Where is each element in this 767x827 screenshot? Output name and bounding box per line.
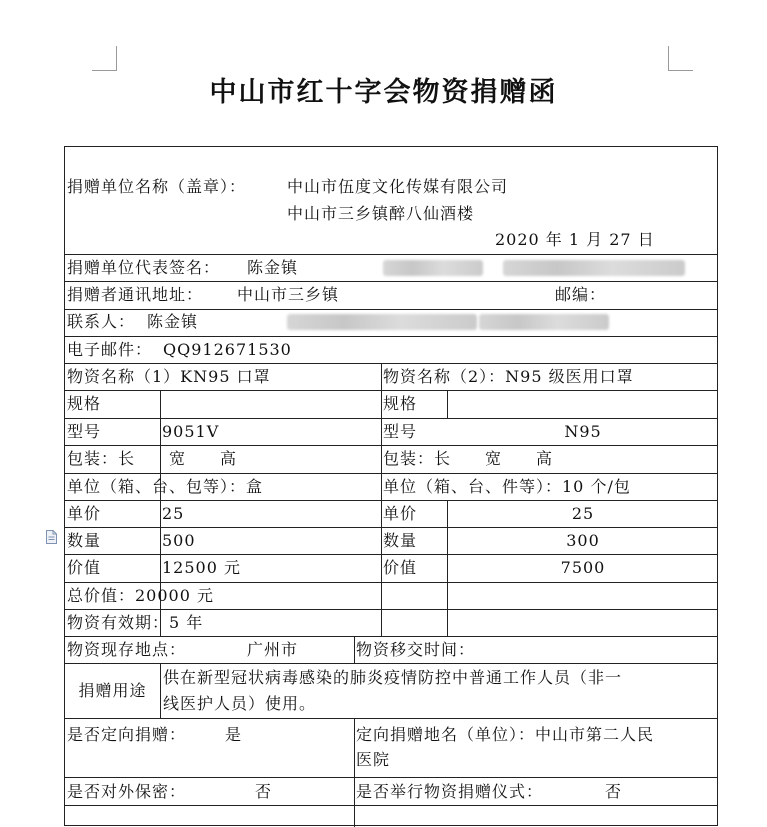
column-divider <box>354 636 355 664</box>
usage-line2: 线医护人员）使用。 <box>163 694 317 713</box>
item2-qty-value: 300 <box>566 531 600 550</box>
item2-packing: 包装：长 宽 高 <box>383 449 554 468</box>
row-divider <box>65 445 717 446</box>
donor-name-label: 捐赠单位名称（盖章）： <box>67 177 247 196</box>
validity-period: 物资有效期：5 年 <box>67 613 204 632</box>
row-divider <box>65 777 717 778</box>
page-title: 中山市红十字会物资捐赠函 <box>209 77 558 108</box>
item1-unit: 单位（箱、台、包等）：盒 <box>67 477 264 496</box>
confidential-value: 否 <box>255 782 273 801</box>
email-label: 电子邮件： <box>67 340 153 359</box>
address-label: 捐赠者通讯地址： <box>67 285 204 304</box>
location-value: 广州市 <box>247 640 299 659</box>
item2-price-label: 单价 <box>383 504 418 523</box>
item1-value-label: 价值 <box>67 558 102 577</box>
target-unit-line1: 定向捐赠地名（单位）：中山市第二人民 <box>356 725 655 744</box>
item1-packing: 包装：长 宽 高 <box>67 449 238 468</box>
item1-value-value: 12500 元 <box>162 558 241 577</box>
row-divider <box>65 663 717 664</box>
item2-model-value: N95 <box>564 422 602 441</box>
usage-label: 捐赠用途 <box>78 681 147 700</box>
item1-price-value: 25 <box>162 504 185 523</box>
item1-model-label: 型号 <box>67 422 102 441</box>
contact-label: 联系人： <box>67 312 136 331</box>
redacted-field <box>287 314 477 330</box>
total-value: 总价值：20000 元 <box>67 586 214 605</box>
row-divider <box>65 500 717 501</box>
email-value: QQ912671530 <box>163 340 292 359</box>
row-divider <box>65 718 717 719</box>
item1-qty-label: 数量 <box>67 531 102 550</box>
item2-qty-label: 数量 <box>383 531 418 550</box>
row-divider <box>65 363 717 364</box>
row-divider <box>65 281 717 282</box>
item1-spec-label: 规格 <box>67 394 102 413</box>
row-divider <box>65 609 717 610</box>
donation-form-table <box>64 146 718 826</box>
target-unit-line2: 医院 <box>356 750 391 769</box>
directed-donation-value: 是 <box>225 725 243 744</box>
row-divider <box>65 254 717 255</box>
redacted-field <box>383 260 483 276</box>
column-divider <box>160 664 161 718</box>
item2-unit: 单位（箱、台、件等）：10 个/包 <box>383 477 631 496</box>
column-divider <box>354 718 355 827</box>
row-divider <box>65 636 717 637</box>
item2-model-label: 型号 <box>383 422 418 441</box>
ceremony-value: 否 <box>605 782 623 801</box>
handover-time-label: 物资移交时间： <box>356 640 476 659</box>
contact-value: 陈金镇 <box>147 312 199 331</box>
redacted-field <box>503 260 685 276</box>
column-divider <box>381 363 382 636</box>
donor-name-line1: 中山市伍度文化传媒有限公司 <box>287 177 509 196</box>
item1-qty-value: 500 <box>162 531 196 550</box>
row-divider <box>65 582 717 583</box>
document-icon[interactable] <box>46 530 57 544</box>
item2-value-label: 价值 <box>383 558 418 577</box>
ceremony-label: 是否举行物资捐赠仪式： <box>356 782 544 801</box>
usage-line1: 供在新型冠状病毒感染的肺炎疫情防控中普通工作人员（非一 <box>163 668 623 687</box>
item1-name: 物资名称（1）KN95 口罩 <box>67 367 271 386</box>
representative-value: 陈金镇 <box>247 258 299 277</box>
row-divider <box>65 418 717 419</box>
redacted-field <box>479 314 609 330</box>
row-divider <box>65 473 717 474</box>
postcode-label: 邮编： <box>555 285 607 304</box>
page-corner-top-right <box>668 46 693 71</box>
page-corner-top-left <box>92 46 117 71</box>
item1-price-label: 单价 <box>67 504 102 523</box>
row-divider <box>65 554 717 555</box>
item2-name: 物资名称（2）：N95 级医用口罩 <box>383 367 634 386</box>
location-label: 物资现存地点： <box>67 640 187 659</box>
donation-date: 2020 年 1 月 27 日 <box>495 230 655 249</box>
address-value: 中山市三乡镇 <box>237 285 340 304</box>
donor-name-line2: 中山市三乡镇醉八仙酒楼 <box>287 204 475 223</box>
row-divider <box>65 805 717 806</box>
item2-value-value: 7500 <box>560 558 606 577</box>
item1-model-value: 9051V <box>162 422 220 441</box>
item2-price-value: 25 <box>571 504 595 523</box>
row-divider <box>65 527 717 528</box>
row-divider <box>65 336 717 337</box>
item2-spec-label: 规格 <box>383 394 418 413</box>
directed-donation-label: 是否定向捐赠： <box>67 725 187 744</box>
row-divider <box>65 390 717 391</box>
column-divider <box>447 391 448 418</box>
confidential-label: 是否对外保密： <box>67 782 187 801</box>
column-divider <box>447 500 448 636</box>
representative-label: 捐赠单位代表签名： <box>67 258 221 277</box>
